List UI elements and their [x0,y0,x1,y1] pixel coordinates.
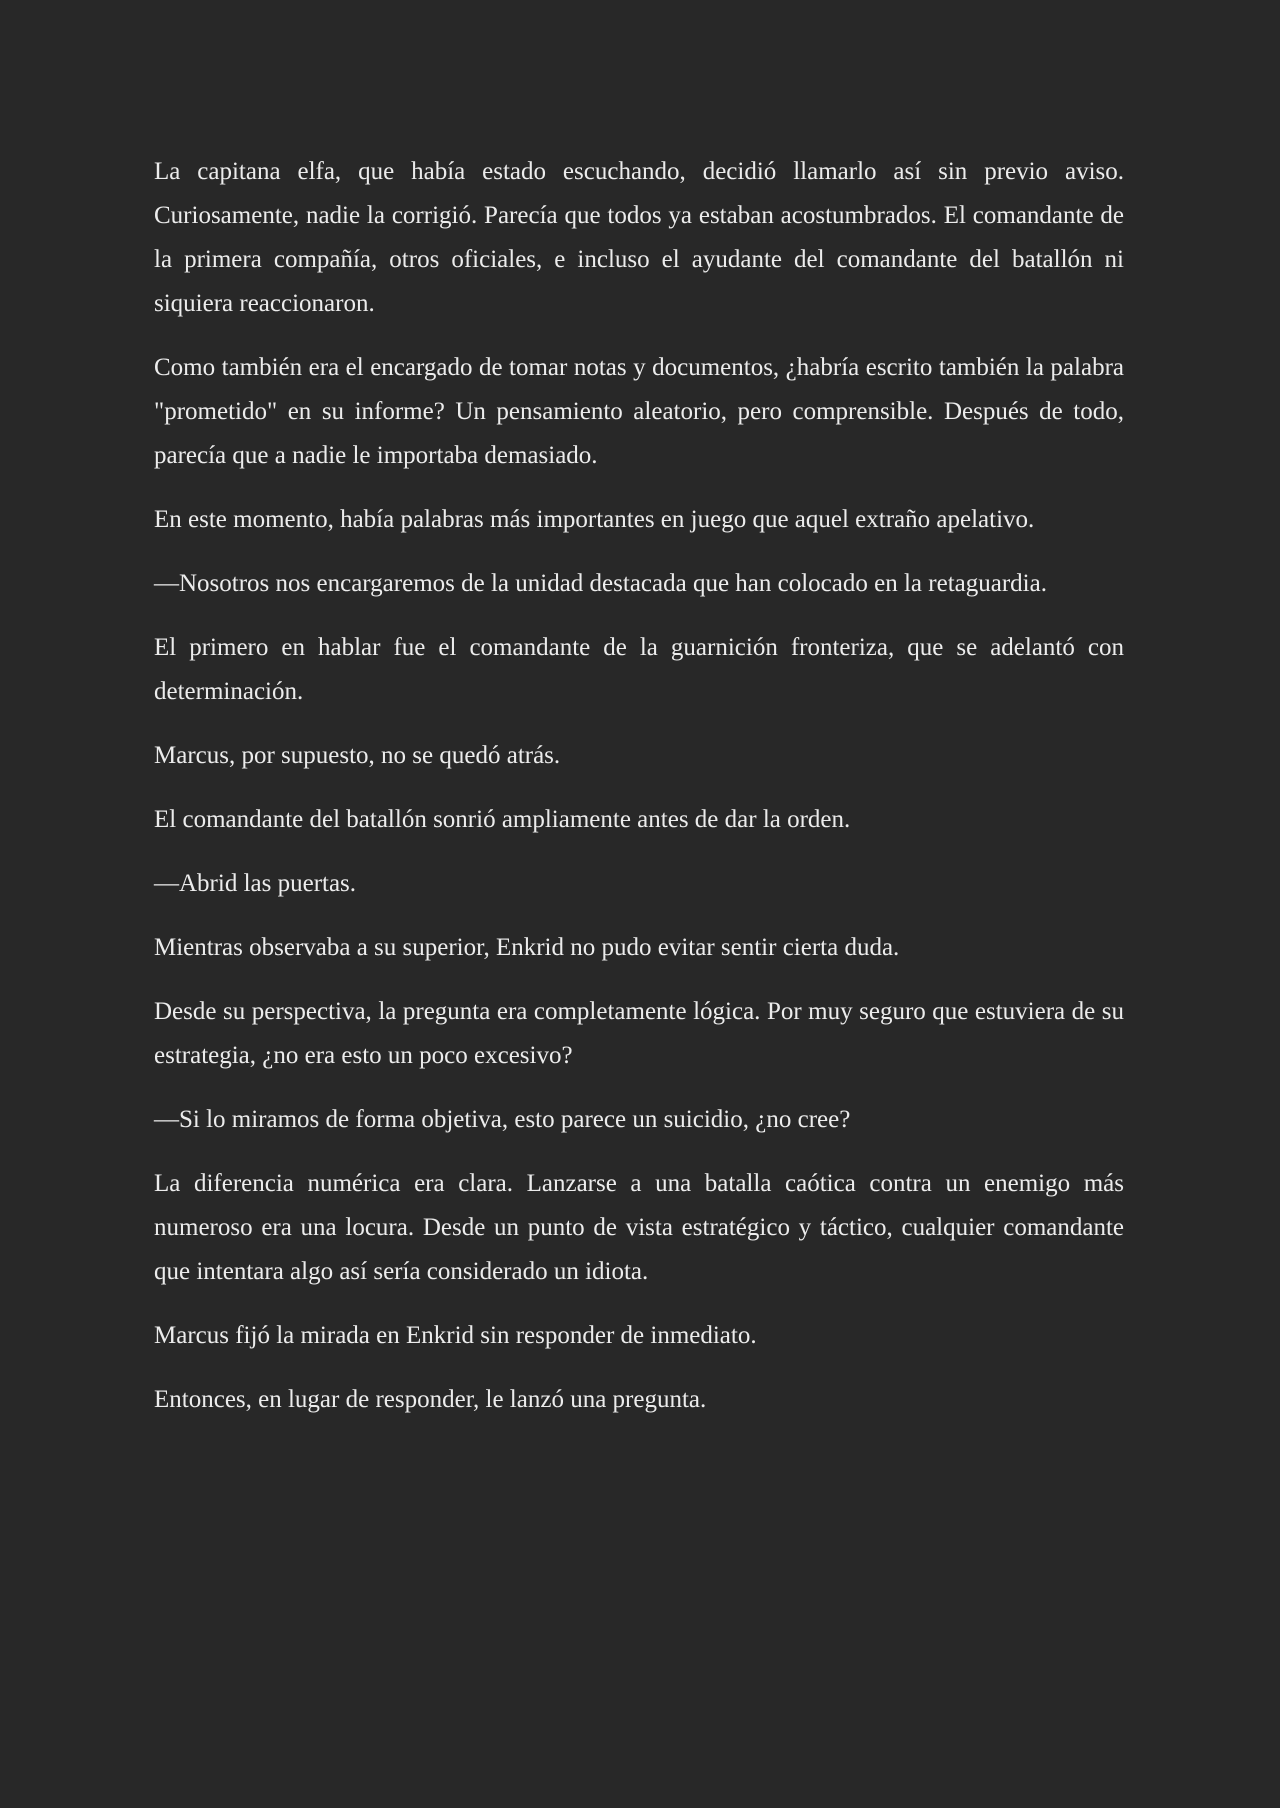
paragraph: Marcus, por supuesto, no se quedó atrás. [154,742,561,769]
paragraph: En este momento, había palabras más importantes en juego que aquel extraño apelativo. [154,506,1035,533]
paragraph: Entonces, en lugar de responder, le lanzó una pregunta. [154,1386,707,1413]
reader-content [154,150,1124,1442]
paragraph: La diferencia numérica era clara. Lanzarse a una batalla caótica contra un enemigo más numeroso era una locura. Desde un punto de vista estratégico y táctico, cualquier comandante que intentara algo así sería considerado un idiota. [154,1170,1124,1285]
paragraph: El comandante del batallón sonrió ampliamente antes de dar la orden. [154,806,851,833]
paragraph: —Si lo miramos de forma objetiva, esto parece un suicidio, ¿no cree? [154,1106,851,1133]
paragraph: —Nosotros nos encargaremos de la unidad destacada que han colocado en la retaguardia. [154,570,1047,597]
paragraph: Desde su perspectiva, la pregunta era completamente lógica. Por muy seguro que estuviera de su estrategia, ¿no era esto un poco excesivo? [154,998,1124,1069]
paragraph: El primero en hablar fue el comandante de la guarnición fronteriza, que se adelantó con determinación. [154,634,1124,705]
paragraph: —Abrid las puertas. [154,870,357,897]
paragraph: La capitana elfa, que había estado escuchando, decidió llamarlo así sin previo aviso. Curiosamente, nadie la corrigió. Parecía que todos ya estaban acostumbrados. El comandante de la primera compañía, otros oficiales, e incluso el ayudante del comandante del batallón ni siquiera reaccionaron. [154,158,1124,317]
paragraph: Mientras observaba a su superior, Enkrid no pudo evitar sentir cierta duda. [154,934,900,961]
paragraph: Marcus fijó la mirada en Enkrid sin responder de inmediato. [154,1322,757,1349]
paragraph: Como también era el encargado de tomar notas y documentos, ¿habría escrito también la palabra "prometido" en su informe? Un pensamiento aleatorio, pero comprensible. Después de todo, parecía que a nadie le importaba demasiado. [154,354,1124,469]
